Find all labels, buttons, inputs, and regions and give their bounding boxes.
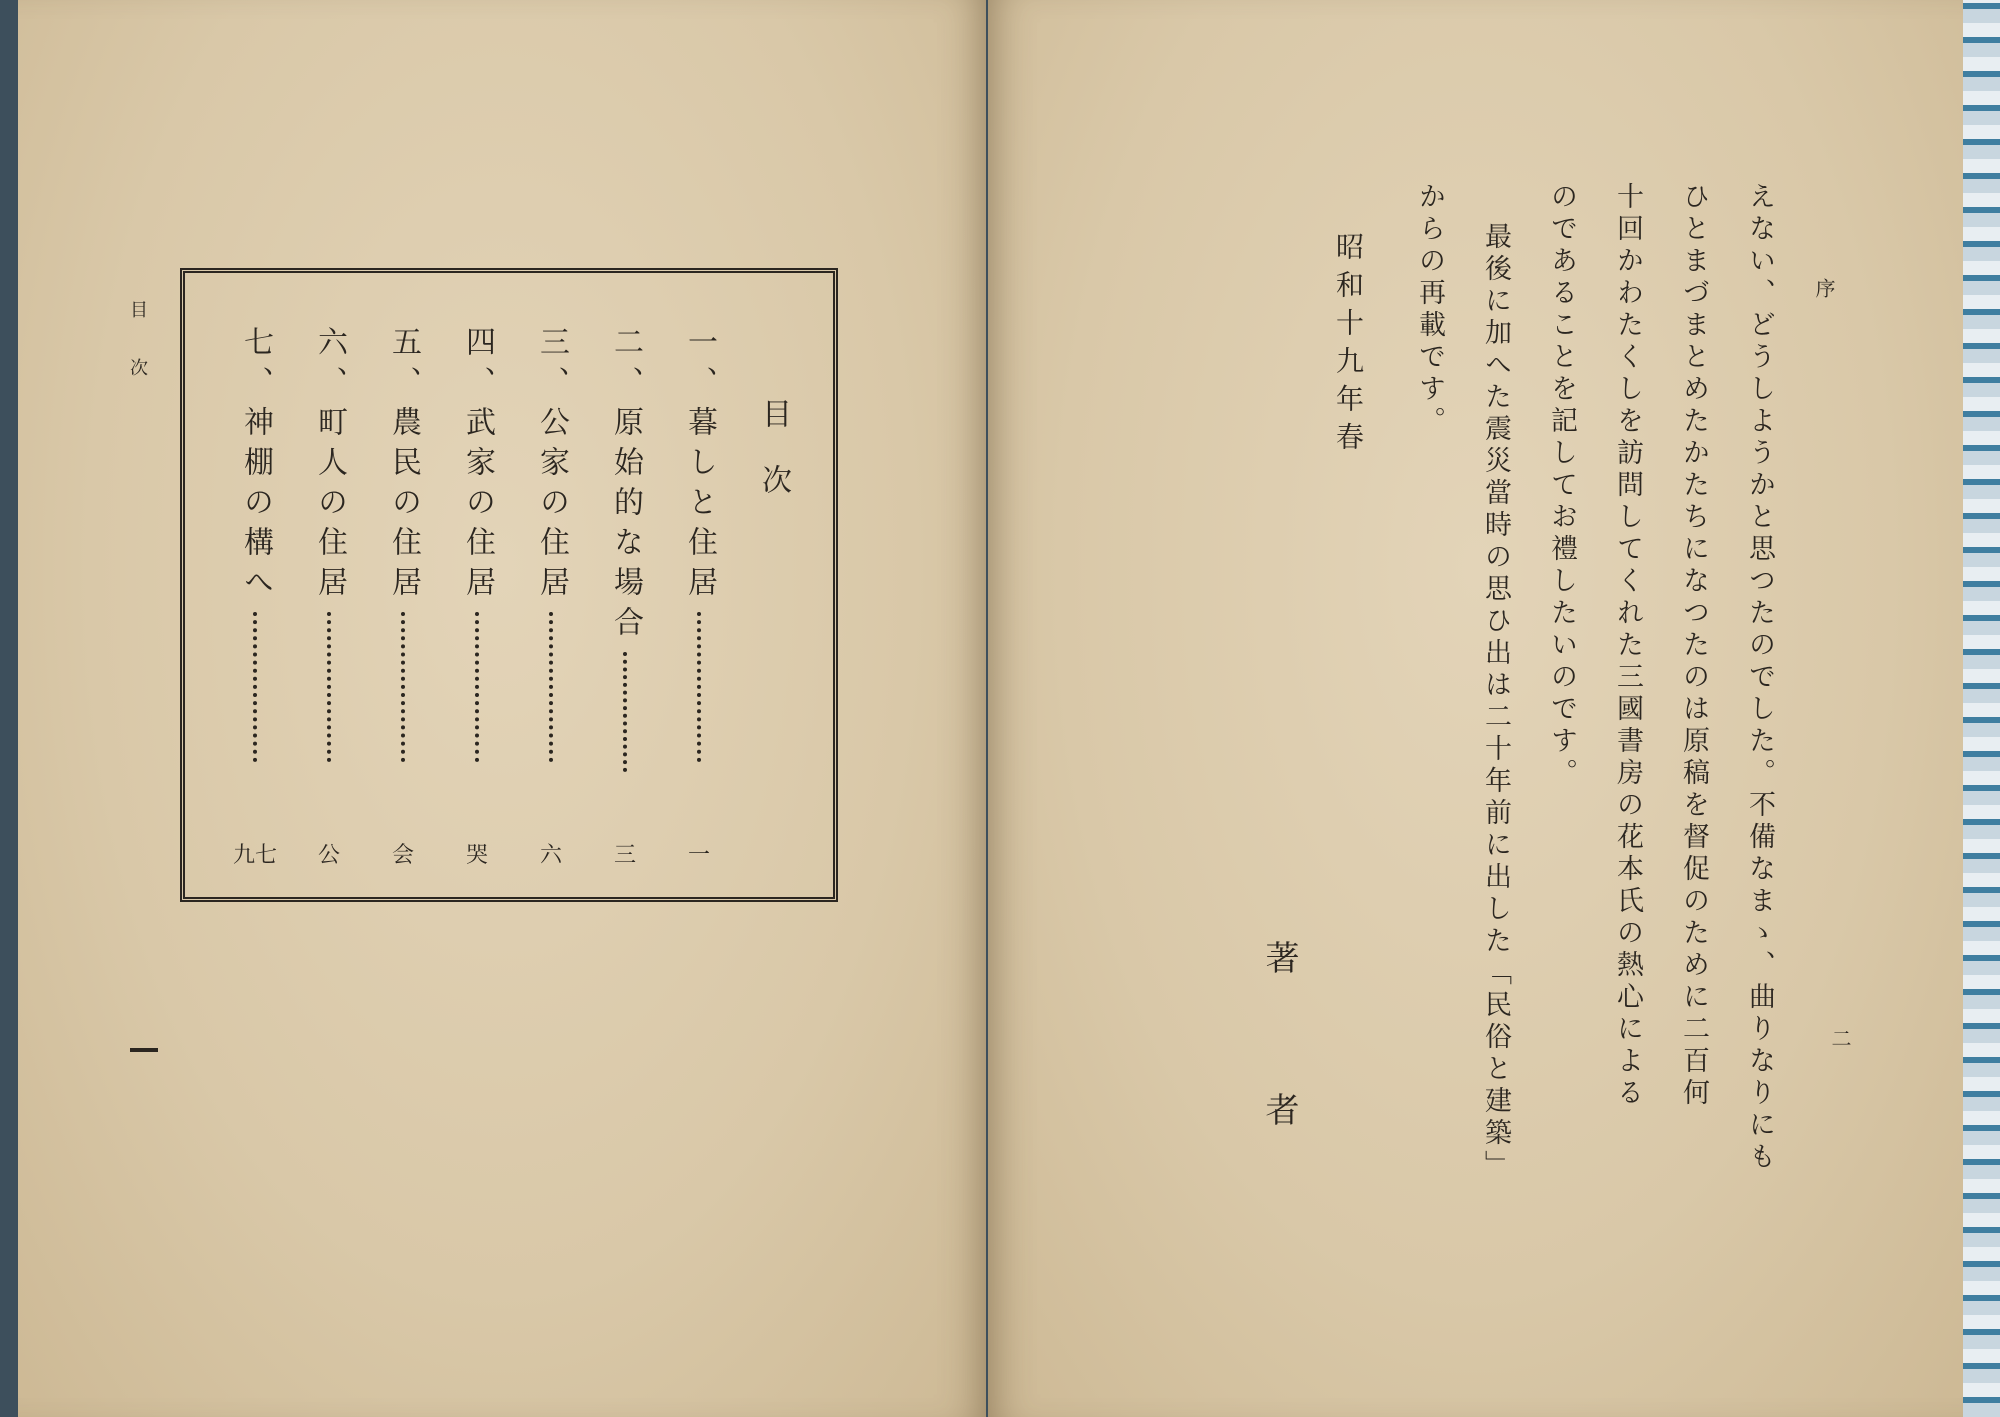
toc-entry-label: 五、農民の住居	[386, 326, 421, 606]
toc-leader	[327, 612, 331, 762]
toc-entry-label: 二、原始的な場合	[608, 326, 643, 646]
toc-leader	[253, 612, 257, 762]
cloth-background	[1963, 0, 2000, 1417]
toc-entry-label: 四、武家の住居	[460, 326, 495, 606]
section-mark: 序	[1812, 278, 1836, 298]
body-line: ひとまづまとめたかたちになつたのは原稿を督促のために二百何	[1678, 182, 1709, 1110]
body-line: 最後に加へた震災當時の思ひ出は二十年前に出した「民俗と建築」	[1480, 222, 1511, 1182]
toc-entry	[534, 326, 569, 768]
toc-page-number: 九七	[232, 843, 277, 868]
toc-page-number: 三	[613, 843, 636, 868]
toc-entry	[682, 326, 717, 768]
toc-entry	[238, 326, 273, 768]
toc-leader	[475, 612, 479, 762]
author-signature: 著	[1259, 940, 1299, 974]
toc-leader	[549, 612, 553, 762]
right-page	[988, 0, 1963, 1417]
toc-entry	[386, 326, 421, 768]
author-signature: 者	[1259, 1092, 1299, 1126]
toc-entry-label: 六、町人の住居	[312, 326, 347, 606]
toc-entry-label: 一、暮しと住居	[682, 326, 717, 606]
page-number-right: 二	[1828, 1028, 1852, 1048]
body-line: からの再載です。	[1414, 182, 1445, 438]
toc-page-number: 会	[391, 843, 414, 868]
toc-entry	[312, 326, 347, 768]
toc-entry-label: 三、公家の住居	[534, 326, 569, 606]
toc-page-number: 一	[687, 843, 710, 868]
toc-entry	[608, 326, 643, 778]
page-number-left	[130, 1048, 158, 1052]
toc-leader	[401, 612, 405, 762]
body-line: のであることを記してお禮したいのです。	[1546, 182, 1577, 790]
toc-leader	[697, 612, 701, 762]
toc-entry	[460, 326, 495, 768]
toc-title: 目次	[756, 398, 791, 530]
date-line: 昭和十九年春	[1332, 232, 1365, 460]
toc-leader	[623, 652, 627, 772]
toc-page-number: 六	[539, 843, 562, 868]
table-of-contents-frame	[180, 268, 838, 902]
body-line: えない、どうしようかと思つたのでした。不備なまゝ、曲りなりにも	[1744, 182, 1775, 1174]
body-line: 十回かわたくしを訪問してくれた三國書房の花本氏の熱心による	[1612, 182, 1643, 1110]
toc-page-number: 哭	[465, 843, 488, 868]
toc-page-number: 公	[317, 843, 340, 868]
toc-entry-label: 七、神棚の構へ	[238, 326, 273, 606]
running-header: 目次	[127, 300, 148, 416]
